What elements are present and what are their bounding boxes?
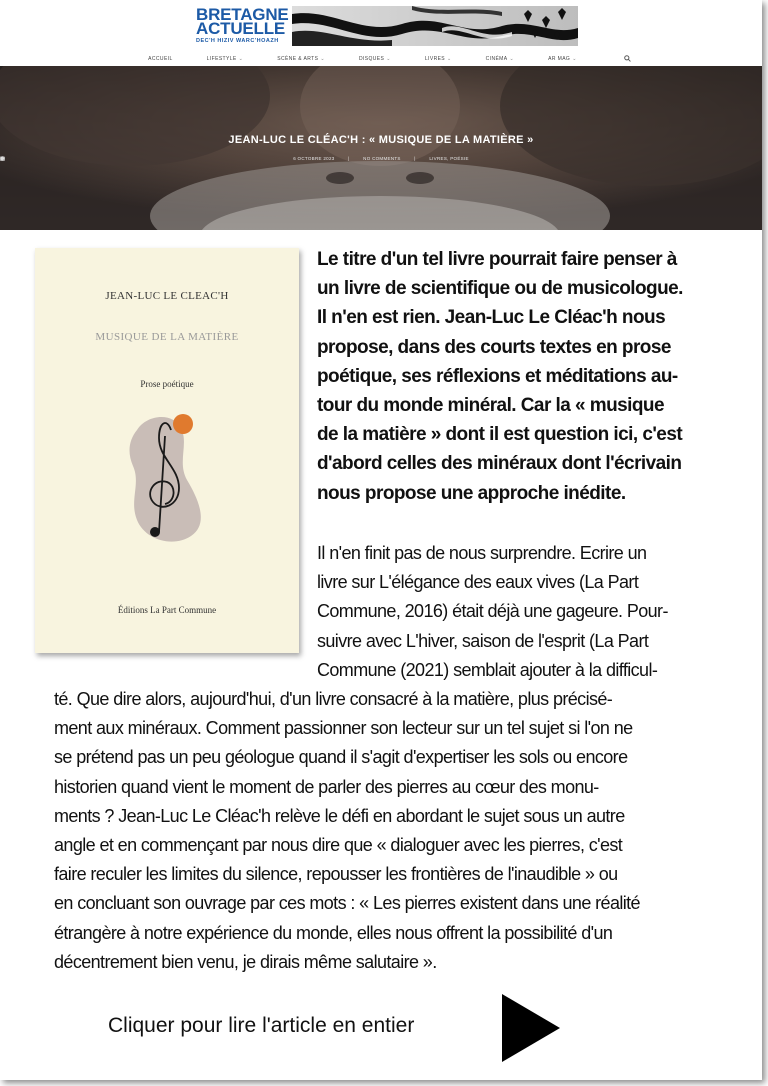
body-line: en concluant son ouvrage par ces mots : « Les pierres existent dans une réalité <box>54 893 640 914</box>
play-arrow-icon[interactable] <box>500 994 562 1062</box>
search-button[interactable] <box>594 55 631 64</box>
cover-title: MUSIQUE DE LA MATIÈRE <box>95 331 239 343</box>
body-line: faire reculer les limites du silence, repousser les frontières de l'inaudible » ou <box>54 864 618 885</box>
lede-line: d'abord celles des minéraux dont l'écrivain <box>317 453 682 475</box>
lede-line: Le titre d'un tel livre pourrait faire penser à <box>317 249 677 270</box>
categories-link[interactable] <box>423 156 474 161</box>
chevron-down-icon: ⌄ <box>320 56 325 62</box>
nav-item-label: CINÉMA <box>485 56 508 62</box>
chevron-down-icon: ⌄ <box>572 56 577 62</box>
site-logo[interactable] <box>196 6 578 48</box>
search-icon <box>624 55 631 62</box>
article-body-top <box>317 539 713 685</box>
body-line: historien quand vient le moment de parler des pierres au cœur des monu- <box>54 776 599 797</box>
lede-line: nous propose une approche inédite. <box>317 482 626 504</box>
logo-line-2: ACTUELLE <box>196 19 286 38</box>
nav-item-livres[interactable] <box>408 56 469 62</box>
chevron-down-icon: ⌄ <box>238 56 244 62</box>
post-date-text: 6 OCTOBRE 2023 <box>293 156 335 161</box>
cover-publisher: Éditions La Part Commune <box>117 605 217 615</box>
body-line: Commune, 2016) était déjà une gageure. Pour- <box>317 601 668 622</box>
nav-item-label: ACCUEIL <box>148 56 173 62</box>
lede-line: un livre de scientifique ou de musicologue. <box>317 278 683 300</box>
nav-item-lifestyle[interactable] <box>190 56 261 62</box>
treble-clef-illustration <box>125 408 215 548</box>
cover-subtitle: Prose poétique <box>140 379 194 389</box>
lede-line: Il n'en est rien. Jean-Luc Le Cléac'h nous <box>317 307 666 329</box>
article-lede <box>317 245 713 508</box>
body-line: étrangère à notre expérience du monde, elles nous offrent la possibilité d'un <box>54 922 613 943</box>
read-full-article-link[interactable]: Cliquer pour lire l'article en entier <box>108 1014 415 1037</box>
nav-item-label: SCÈNE & ARTS <box>277 56 319 62</box>
hero-portrait-image <box>0 66 762 230</box>
article-meta: 6 OCTOBRE 2023 | NO COMMENTS | LIVRES, POÉSIE <box>0 156 762 161</box>
chevron-down-icon: ⌄ <box>386 56 391 62</box>
body-line: ments ? Jean-Luc Le Cléac'h relève le défi en abordant le sujet sous un autre <box>54 805 625 826</box>
logo-wordmark <box>196 5 289 44</box>
body-line: té. Que dire alors, aujourd'hui, d'un livre consacré à la matière, plus précisé- <box>54 689 613 709</box>
book-cover <box>35 248 299 653</box>
main-nav <box>0 52 762 66</box>
post-date[interactable] <box>287 156 342 161</box>
cover-author: JEAN-LUC LE CLEAC'H <box>105 290 229 302</box>
hero-banner <box>0 66 762 230</box>
body-line: livre sur L'élégance des eaux vives (La Part <box>317 572 639 593</box>
body-line: se prétend pas un peu géologue quand il s'agit d'expertiser les sols ou encore <box>54 747 628 768</box>
nav-item-scene-arts[interactable] <box>260 56 342 62</box>
lede-line: poétique, ses réflexions et méditations au- <box>317 365 678 387</box>
nav-item-accueil[interactable] <box>131 56 189 62</box>
logo-tagline: DEC'H HIZIV WARC'HOAZH <box>196 38 279 44</box>
body-line: Commune (2021) semblait ajouter à la difficul- <box>317 659 658 680</box>
comments-text: NO COMMENTS <box>363 156 401 161</box>
logo-line-1: BRETAGNE <box>196 5 289 24</box>
body-line: Il n'en finit pas de nous surprendre. Ecrire un <box>317 543 647 563</box>
breton-flag-banner-icon <box>292 6 578 46</box>
nav-item-cinema[interactable] <box>469 56 531 62</box>
tag-icon <box>0 156 5 161</box>
nav-item-disques[interactable] <box>342 56 408 62</box>
article-body-bottom <box>54 685 716 977</box>
body-line: décentrement bien venu, je dirais même salutaire ». <box>54 951 437 972</box>
categories-text: LIVRES, POÉSIE <box>429 156 469 161</box>
comments-link[interactable] <box>357 156 408 161</box>
chevron-down-icon: ⌄ <box>509 56 515 62</box>
lede-line: tour du monde minéral. Car la « musique <box>317 395 665 417</box>
nav-item-label: DISQUES <box>358 56 385 62</box>
nav-item-ar-mag[interactable] <box>531 56 594 62</box>
nav-item-label: AR MAG <box>548 56 571 62</box>
body-line: suivre avec L'hiver, saison de l'esprit (La Part <box>317 630 649 651</box>
article-title: JEAN-LUC LE CLÉAC'H : « MUSIQUE DE LA MATIÈRE » <box>228 134 534 146</box>
nav-item-label: LIFESTYLE <box>206 56 237 62</box>
lede-line: propose, dans des courts textes en prose <box>317 336 671 358</box>
chevron-down-icon: ⌄ <box>447 56 452 62</box>
lede-line: de la matière » dont il est question ici, c'est <box>317 424 683 446</box>
nav-item-label: LIVRES <box>424 56 446 62</box>
body-line: angle et en commençant par nous dire que « dialoguer avec les pierres, c'est <box>54 835 623 856</box>
body-line: ment aux minéraux. Comment passionner son lecteur sur un tel sujet si l'on ne <box>54 718 633 739</box>
